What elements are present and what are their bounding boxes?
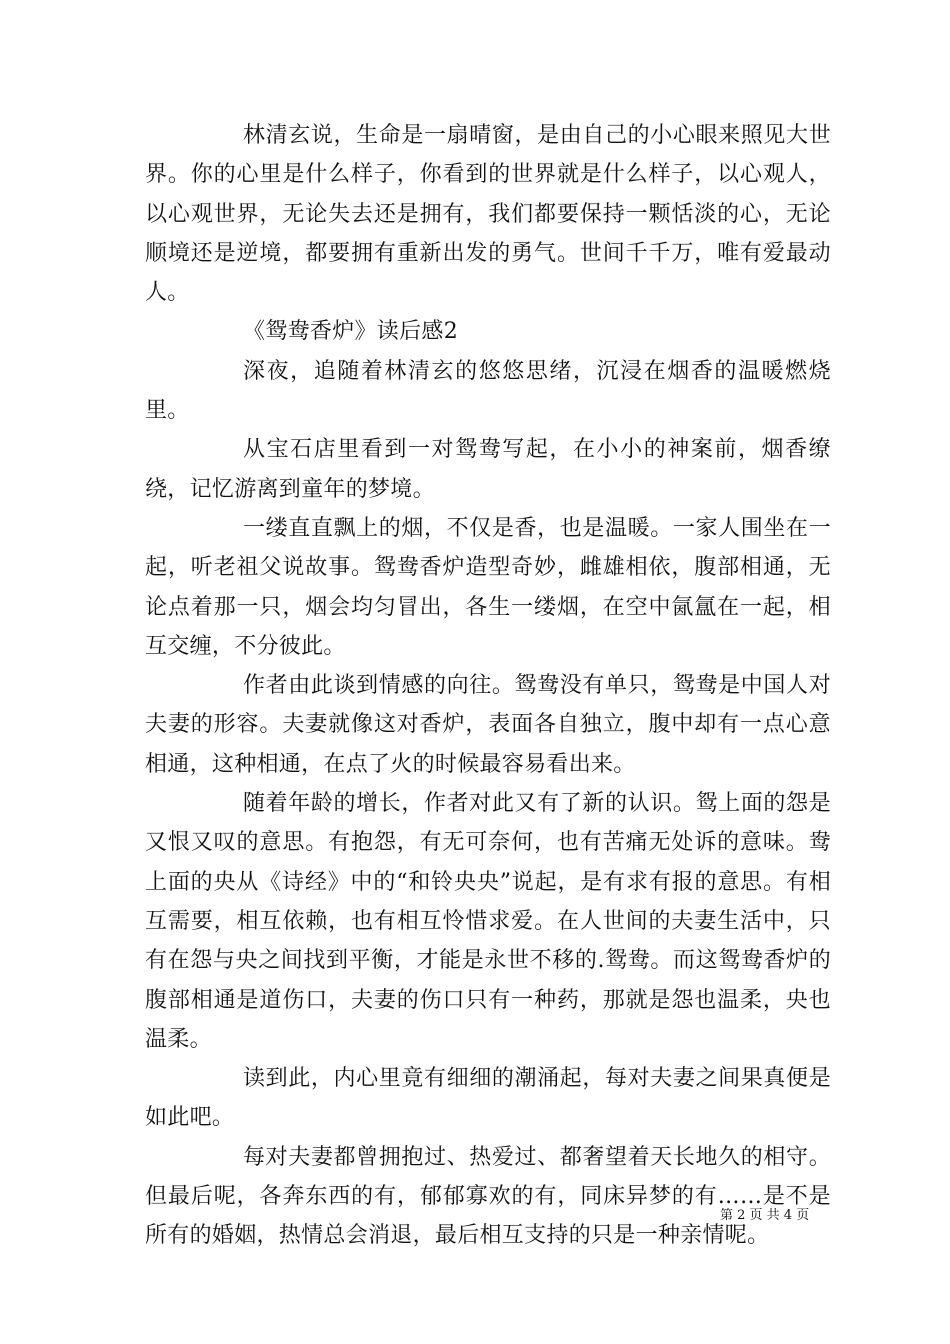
section-title: 《鸳鸯香炉》读后感2 — [243, 319, 458, 345]
paragraph: 随着年龄的增长，作者对此又有了新的认识。鸳上面的怨是又恨又叹的意思。有抱怨，有无可奈何，也有苦痛无处诉的意味。鸯上面的央从《诗经》中的“和铃央央”说起，是有求有报的意思。有相互需要，相互依赖，也有相互怜惜求爱。在人世间的夫妻生活中，只有在怨与央之间找到平衡，才能是永世不移的.鸳鸯。而这鸳鸯香炉的腹部相通是道伤口，夫妻的伤口只有一种药，那就是怨也温柔，央也温柔。 — [145, 791, 831, 1052]
page-number: 第 2 页 共 4 页 — [720, 1208, 810, 1223]
paragraph-intro: 林清玄说，生命是一扇晴窗，是由自己的小心眼来照见大世界。你的心里是什么样子，你看到的世界就是什么样子，以心观人，以心观世界，无论失去还是拥有，我们都要保持一颗恬淡的心，无论顺境还是逆境，都要拥有重新出发的勇气。世间千千万，唯有爱最动人。 — [145, 123, 831, 306]
paragraph: 深夜，追随着林清玄的悠悠思绪，沉浸在烟香的温暖燃烧里。 — [145, 358, 831, 424]
paragraph: 作者由此谈到情感的向往。鸳鸯没有单只，鸳鸯是中国人对夫妻的形容。夫妻就像这对香炉，表面各自独立，腹中却有一点心意相通，这种相通，在点了火的时候最容易看出来。 — [145, 673, 831, 777]
paragraph: 每对夫妻都曾拥抱过、热爱过、都奢望着天长地久的相守。但最后呢，各奔东西的有，郁郁寡欢的有，同床异梦的有……是不是所有的婚姻，热情总会消退，最后相互支持的只是一种亲情呢。 — [145, 1144, 831, 1249]
paragraph: 一缕直直飘上的烟，不仅是香，也是温暖。一家人围坐在一起，听老祖父说故事。鸳鸯香炉造型奇妙，雌雄相依，腹部相通，无论点着那一只，烟会均匀冒出，各生一缕烟，在空中氤氲在一起，相互交缠，不分彼此。 — [145, 515, 831, 659]
paragraph: 从宝石店里看到一对鸳鸯写起，在小小的神案前，烟香缭绕，记忆游离到童年的梦境。 — [145, 437, 831, 502]
document-body — [145, 116, 831, 1256]
paragraph: 读到此，内心里竟有细细的潮涌起，每对夫妻之间果真便是如此吧。 — [145, 1066, 831, 1131]
